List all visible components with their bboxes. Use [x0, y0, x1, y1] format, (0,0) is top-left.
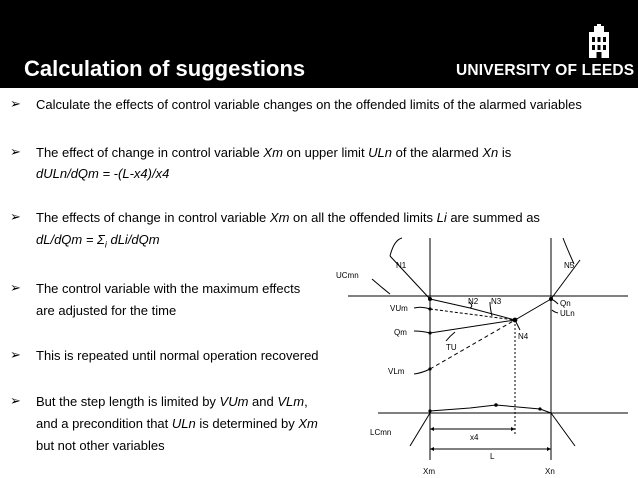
label-qm: Qm: [394, 328, 407, 337]
text-segment: is: [498, 145, 512, 160]
qm-line: [430, 320, 515, 333]
bullet-4-line-1: The control variable with the maximum effects: [36, 281, 301, 296]
bullet-arrow-icon: ➢: [10, 281, 21, 296]
label-vum: VUm: [390, 304, 408, 313]
label-n1: N1: [396, 261, 407, 270]
bullet-arrow-icon: ➢: [10, 394, 21, 409]
lower-right-diagonal: [551, 413, 575, 446]
bullet-arrow-icon: ➢: [10, 97, 21, 112]
label-n2: N2: [468, 297, 479, 306]
bullet-arrow-icon: ➢: [10, 348, 21, 363]
variable-li: Li: [436, 210, 447, 225]
label-tu: TU: [446, 343, 457, 352]
variable-xm: Xm: [269, 210, 290, 225]
label-l: L: [490, 452, 495, 461]
label-n4: N4: [518, 332, 529, 341]
bullet-2-text: [36, 145, 511, 160]
vum-dashed-line: [430, 309, 515, 320]
label-xn: Xn: [545, 467, 555, 476]
label-xm: Xm: [423, 467, 435, 476]
formula-text: dLi/dQm: [106, 232, 160, 247]
bullet-6-line-3: but not other variables: [36, 438, 165, 453]
limits-diagram: [330, 236, 630, 478]
variable-xm: Xm: [298, 416, 318, 431]
text-segment: The effects of change in control variable: [36, 210, 270, 225]
variable-xm: Xm: [263, 145, 283, 160]
lower-limit-curve: [430, 405, 551, 413]
variable-uln: ULn: [368, 145, 393, 160]
label-x4: x4: [470, 433, 479, 442]
university-crest-icon: [586, 24, 612, 58]
label-n3: N3: [491, 297, 502, 306]
bullet-1-text: Calculate the effects of control variable changes on the offended limits of the alarmed variables: [36, 97, 582, 112]
bullet-arrow-icon: ➢: [10, 210, 21, 225]
variable-uln: ULn: [171, 416, 196, 431]
formula-text: dULn/dQm = -(L-x4)/x4: [36, 166, 170, 181]
label-uln: ULn: [560, 309, 575, 318]
header-bar: [0, 0, 638, 88]
bullet-5-text: This is repeated until normal operation recovered: [36, 348, 319, 363]
text-segment: and: [248, 394, 278, 409]
text-segment: But the step length is limited by: [36, 394, 220, 409]
formula-subscript: i: [104, 239, 107, 250]
bullet-3-text: [36, 210, 540, 225]
variable-vlm: VLm: [277, 394, 305, 409]
bullet-4-line-2: are adjusted for the time: [36, 303, 177, 318]
text-segment: The effect of change in control variable: [36, 145, 264, 160]
label-qn: Qn: [560, 299, 571, 308]
variable-vum: VUm: [219, 394, 249, 409]
bullet-arrow-icon: ➢: [10, 145, 21, 160]
variable-xn: Xn: [482, 145, 499, 160]
page-title: Calculation of suggestions: [24, 56, 306, 81]
lower-left-diagonal: [410, 413, 430, 446]
university-name: UNIVERSITY OF LEEDS: [456, 62, 635, 79]
text-segment: on all the offended limits: [289, 210, 437, 225]
tu-dashed-line: [430, 320, 515, 369]
label-n5: N5: [564, 261, 575, 270]
text-segment: on upper limit: [282, 145, 369, 160]
label-lcmn: LCmn: [370, 428, 392, 437]
bullet-6-line-2: [36, 416, 318, 431]
text-segment: and a precondition that: [36, 416, 172, 431]
text-segment: are summed as: [446, 210, 540, 225]
text-segment: of the alarmed: [392, 145, 483, 160]
text-segment: is determined by: [195, 416, 299, 431]
bullet-6-line-1: [36, 394, 308, 409]
label-ucmn: UCmn: [336, 271, 359, 280]
bullet-2-formula: [36, 166, 169, 181]
text-segment: ,: [304, 394, 308, 409]
label-vlm: VLm: [388, 367, 405, 376]
formula-text: dL/dQm = Σ: [36, 232, 105, 247]
bullet-3-formula: [36, 232, 160, 250]
